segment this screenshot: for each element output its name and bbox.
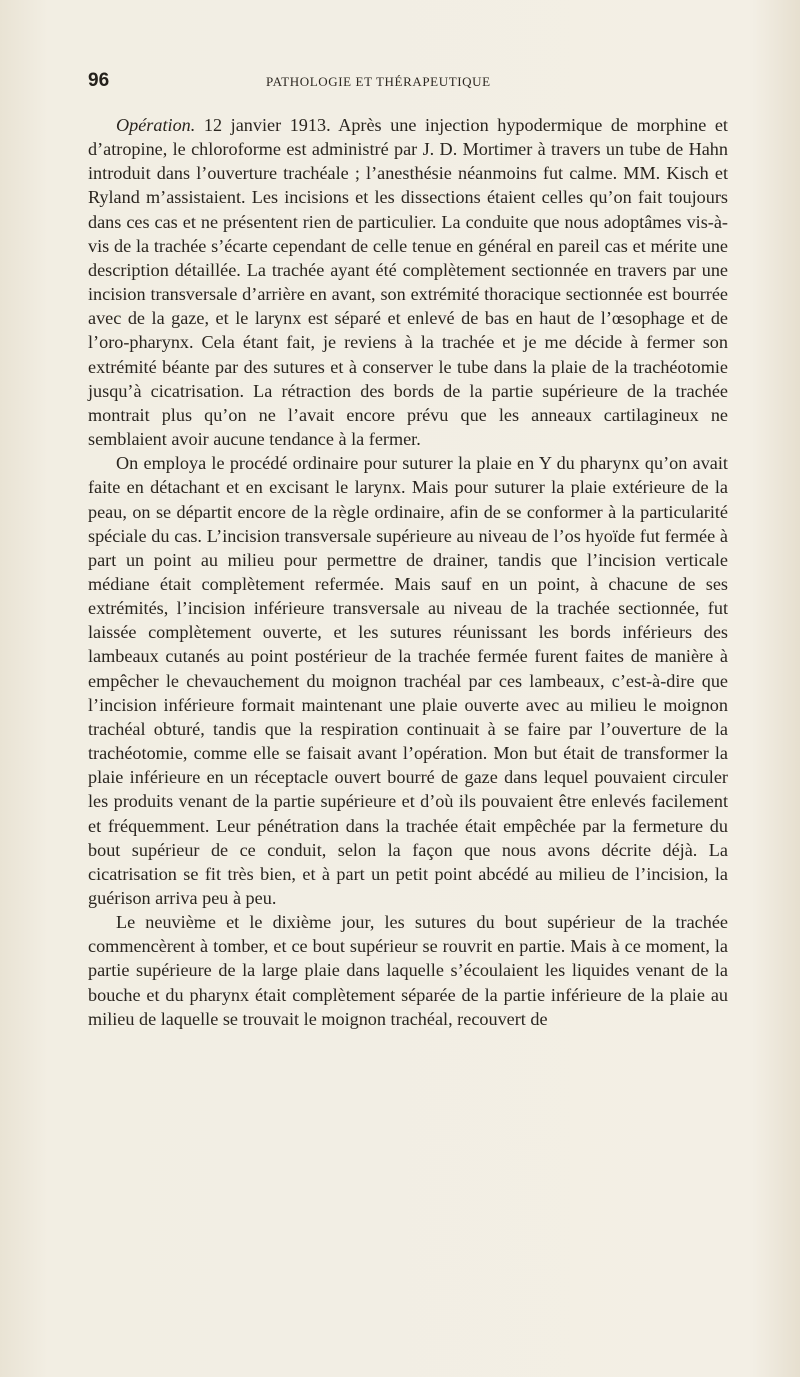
running-head: PATHOLOGIE ET THÉRAPEUTIQUE xyxy=(266,74,491,89)
paragraph-1-text: 12 janvier 1913. Après une injection hypodermique de morphine et d’atropine, le chloroforme est administré par J. D. Mortimer à travers un tube de Hahn introduit dans l’ouverture trachéale ; l’anesthésie néanmoins fut calme. MM. Kisch et Ryland m’assistaient. Les incisions et les dissections étaient celles qu’on fait toujours dans ces cas et ne présentent rien de particulier. La conduite que nous adoptâmes vis-à-vis de la trachée s’écarte cependant de celle tenue en général en pareil cas et mérite une description détaillée. La trachée ayant été complètement sectionnée en travers par une incision transversale d’arrière en avant, son extrémité thoracique sectionnée est bourrée avec de la gaze, et le larynx est séparé et enlevé de bas en haut de l’œsophage et de l’oro-pharynx. Cela étant fait, je reviens à la trachée et je me décide à fermer son extrémité béante par des sutures et à conserver le tube dans la plaie de la trachéotomie jusqu’à cicatrisation. La rétraction des bords de la partie supérieure de la trachée montrait plus qu’on ne l’avait encore prévu que les anneaux cartilagineux ne semblaient avoir aucune tendance à la fermer. xyxy=(88,115,728,450)
paragraph-2: On employa le procédé ordinaire pour suturer la plaie en Y du pharynx qu’on avait faite en détachant et en excisant le larynx. Mais pour suturer la plaie extérieure de la peau, on se départit encore de la règle ordinaire, afin de se conformer à la particularité spéciale du cas. L’incision transversale supérieure au niveau de l’os hyoïde fut fermée à part un point au milieu pour permettre de drainer, tandis que l’incision verticale médiane était complètement refermée. Mais sauf en un point, à chacune de ses extrémités, l’incision inférieure transversale au niveau de la trachée sectionnée, fut laissée complètement ouverte, et les sutures réunissant les bords inférieurs des lambeaux cutanés au point postérieur de la trachée fermée furent faites de manière à empêcher le chevauchement du moignon trachéal par ces lambeaux, c’est-à-dire que l’incision inférieure formait maintenant une plaie ouverte avec au milieu le moignon trachéal obturé, tandis que la respiration continuait à se faire par l’ouverture de la trachéotomie, comme elle se faisait avant l’opération. Mon but était de transformer la plaie inférieure en un réceptacle ouvert bourré de gaze dans lequel pouvaient circuler les produits venant de la partie supérieure et d’où ils pouvaient être enlevés facilement et fréquemment. Leur pénétration dans la trachée était empêchée par la fermeture du bout supérieur de ce conduit, selon la façon que nous avons décrite déjà. La cicatrisation se fit très bien, et à part un petit point abcédé au milieu de l’incision, la guérison arriva peu à peu. xyxy=(88,453,728,908)
page-header xyxy=(88,70,728,96)
paragraph-3: Le neuvième et le dixième jour, les sutures du bout supérieur de la trachée commencèrent à tomber, et ce bout supérieur se rouvrit en partie. Mais à ce moment, la partie supérieure de la large plaie dans laquelle s’écoulaient les liquides venant de la bouche et du pharynx était complètement séparée de la partie inférieure de la plaie au milieu de laquelle se trouvait le moignon trachéal, recouvert de xyxy=(88,912,728,1029)
paragraph-operation xyxy=(88,113,728,451)
page-number: 96 xyxy=(88,70,110,91)
body-text xyxy=(88,113,728,1031)
operation-lead: Opération. xyxy=(116,115,196,135)
